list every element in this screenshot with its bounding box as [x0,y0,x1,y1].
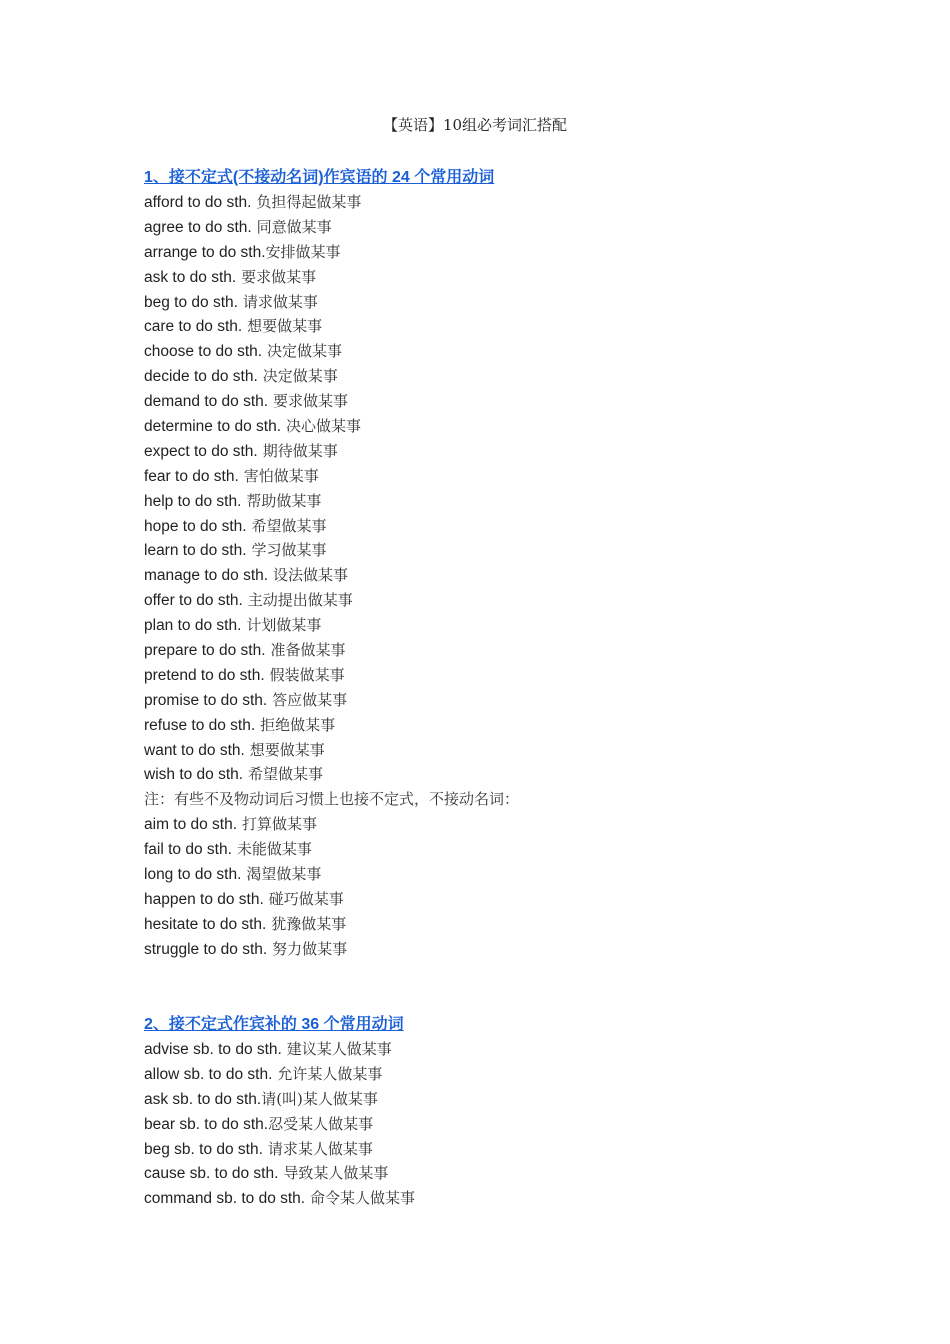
english-phrase: fail to do sth. [144,841,232,859]
english-phrase: ask to do sth. [144,268,237,286]
english-phrase: agree to do sth. [144,218,252,236]
chinese-meaning: 未能做某事 [236,840,312,859]
list-item [144,613,844,638]
chinese-meaning: 拒绝做某事 [260,715,336,734]
chinese-meaning: 命令某人做某事 [310,1189,416,1208]
english-phrase: allow sb. to do sth. [144,1065,273,1083]
section-2 [144,1012,844,1211]
english-phrase: advise sb. to do sth. [144,1041,282,1058]
english-phrase: beg sb. to do sth. [144,1140,263,1158]
list-item [144,538,844,563]
english-phrase: happen to do sth. [144,890,264,908]
list-item [144,663,844,688]
english-phrase: aim to do sth. [144,816,238,834]
english-phrase: decide to do sth. [144,368,258,386]
list-item [144,265,844,290]
chinese-meaning: 学习做某事 [251,541,327,560]
english-phrase: hesitate to do sth. [144,915,267,933]
chinese-meaning: 打算做某事 [241,815,317,834]
english-phrase: care to do sth. [144,318,243,336]
chinese-meaning: 导致某人做某事 [283,1164,389,1183]
english-phrase: ask sb. to do sth. [144,1090,262,1108]
english-phrase: command sb. to do sth. [144,1190,306,1208]
chinese-meaning: 假装做某事 [269,665,345,684]
list-item [144,638,844,663]
chinese-meaning: 决定做某事 [262,367,338,386]
chinese-meaning: 决定做某事 [267,342,343,361]
list-item [144,1062,844,1087]
english-phrase: fear to do sth. [144,467,239,485]
chinese-meaning: 设法做某事 [273,566,349,585]
list-item [144,439,844,464]
chinese-meaning: 希望做某事 [248,765,324,784]
list-item [144,588,844,613]
list-item [144,713,844,738]
chinese-meaning: 决心做某事 [285,417,361,436]
list-item [144,1087,844,1112]
list-item [144,837,844,862]
list-item [144,364,844,389]
list-item [144,1186,844,1211]
section-1-note-list [144,812,844,961]
section-1-note: 注：有些不及物动词后习惯上也接不定式，不接动名词： [144,790,520,809]
chinese-meaning: 同意做某事 [256,217,332,236]
english-phrase: want to do sth. [144,741,245,759]
section-2-entry-list [144,1037,844,1211]
english-phrase: pretend to do sth. [144,666,265,684]
list-item [144,862,844,887]
list-item [144,215,844,240]
document-title: 【英语】10组必考词汇搭配 [382,116,568,134]
english-phrase: offer to do sth. [144,592,243,610]
chinese-meaning: 想要做某事 [247,317,323,336]
chinese-meaning: 请求某人做某事 [267,1139,373,1158]
chinese-meaning: 犹豫做某事 [271,914,347,933]
chinese-meaning: 请求做某事 [242,292,318,311]
chinese-meaning: 准备做某事 [270,641,346,660]
english-phrase: struggle to do sth. [144,940,268,958]
list-item [144,339,844,364]
english-phrase: long to do sth. [144,866,242,884]
english-phrase: plan to do sth. [144,617,242,635]
chinese-meaning: 想要做某事 [249,740,325,759]
list-item [144,389,844,414]
english-phrase: hope to do sth. [144,517,247,535]
section-2-heading-link[interactable]: 2、接不定式作宾补的 36 个常用动词 [144,1016,404,1033]
list-item [144,1037,844,1062]
list-item [144,937,844,962]
english-phrase: choose to do sth. [144,343,263,361]
chinese-meaning: 期待做某事 [262,441,338,460]
chinese-meaning: 希望做某事 [251,516,327,535]
list-item [144,1161,844,1186]
english-phrase: bear sb. to do sth. [144,1115,269,1133]
chinese-meaning: 努力做某事 [272,939,348,958]
chinese-meaning: 建议某人做某事 [286,1040,392,1058]
english-phrase: wish to do sth. [144,766,244,784]
chinese-meaning: 负担得起做某事 [256,193,362,211]
english-phrase: prepare to do sth. [144,642,266,660]
chinese-meaning: 主动提出做某事 [247,591,353,610]
list-item [144,912,844,937]
english-phrase: learn to do sth. [144,542,247,560]
chinese-meaning: 帮助做某事 [246,491,322,510]
list-item [144,514,844,539]
chinese-meaning: 忍受某人做某事 [268,1114,374,1133]
list-item [144,762,844,787]
chinese-meaning: 要求做某事 [241,267,317,286]
english-phrase: manage to do sth. [144,567,269,585]
english-phrase: arrange to do sth. [144,243,266,261]
list-item [144,314,844,339]
chinese-meaning: 碰巧做某事 [268,889,344,908]
chinese-meaning: 请(叫)某人做某事 [261,1089,378,1108]
english-phrase: expect to do sth. [144,442,258,460]
english-phrase: afford to do sth. [144,194,252,211]
section-1-entry-list [144,190,844,787]
chinese-meaning: 渴望做某事 [246,865,322,884]
list-item [144,1112,844,1137]
chinese-meaning: 害怕做某事 [243,466,319,485]
section-1-heading-link[interactable]: 1、接不定式(不接动名词)作宾语的 24 个常用动词 [144,169,495,186]
english-phrase: promise to do sth. [144,691,268,709]
list-item [144,290,844,315]
list-item [144,240,844,265]
section-1 [144,165,844,962]
list-item [144,738,844,763]
chinese-meaning: 答应做某事 [272,690,348,709]
list-item [144,489,844,514]
list-item [144,688,844,713]
list-item [144,1137,844,1162]
english-phrase: refuse to do sth. [144,716,256,734]
list-item [144,190,844,215]
list-item [144,887,844,912]
list-item [144,414,844,439]
list-item [144,812,844,837]
chinese-meaning: 允许某人做某事 [277,1064,383,1083]
list-item [144,563,844,588]
english-phrase: demand to do sth. [144,393,269,411]
list-item [144,464,844,489]
english-phrase: beg to do sth. [144,293,238,311]
chinese-meaning: 安排做某事 [265,242,341,261]
chinese-meaning: 要求做某事 [273,392,349,411]
english-phrase: cause sb. to do sth. [144,1165,279,1183]
english-phrase: help to do sth. [144,492,242,510]
chinese-meaning: 计划做某事 [246,616,322,635]
english-phrase: determine to do sth. [144,418,281,436]
